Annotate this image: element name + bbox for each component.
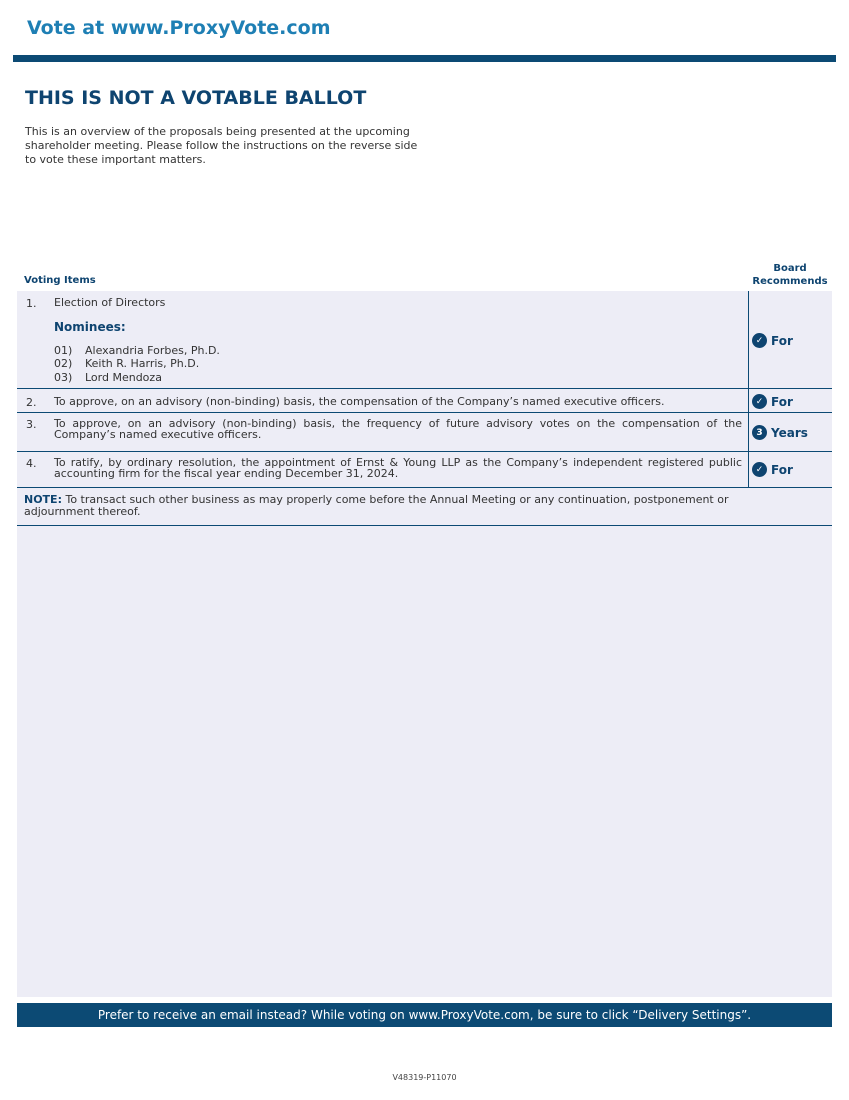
nominee-number: 02) xyxy=(54,357,73,370)
item-text: Election of Directors xyxy=(54,296,166,309)
nominee-1 xyxy=(54,345,220,356)
recommendation-3 xyxy=(752,425,808,440)
item-text: To ratify, by ordinary resolution, the appointment of Ernst & Young LLP as the Company’s independent registered public accounting firm for the fiscal year ending December 31, 2024. xyxy=(54,456,742,480)
nominee-number: 03) xyxy=(54,371,73,384)
row-divider xyxy=(17,451,832,452)
recommendation-label: For xyxy=(771,333,793,348)
nominee-3 xyxy=(54,372,162,383)
recommendation-1 xyxy=(752,333,793,348)
item-number: 2. xyxy=(26,396,37,409)
nominee-name: Lord Mendoza xyxy=(85,371,162,384)
voting-items-heading: Voting Items xyxy=(24,275,96,286)
item-number: 1. xyxy=(26,297,37,310)
recommendation-2 xyxy=(752,394,793,409)
note-label: NOTE: xyxy=(24,493,62,506)
intro-text: This is an overview of the proposals being presented at the upcoming shareholder meeting. Please follow the instructions on the reverse side to vote these important matters. xyxy=(25,125,418,166)
voting-item-4 xyxy=(17,457,748,485)
note-divider xyxy=(17,525,832,526)
row-divider xyxy=(17,412,832,413)
nominee-number: 01) xyxy=(54,344,73,357)
email-delivery-banner: Prefer to receive an email instead? While voting on www.ProxyVote.com, be sure to click “Delivery Settings”. xyxy=(17,1003,832,1027)
row-divider xyxy=(17,388,832,389)
item-text: To approve, on an advisory (non-binding) basis, the frequency of future advisory votes on the compensation of the Company’s named executive officers. xyxy=(54,417,742,441)
item-number: 4. xyxy=(26,457,37,470)
check-circle-icon: ✓ xyxy=(752,333,767,348)
voting-item-3 xyxy=(17,418,748,446)
check-circle-icon: ✓ xyxy=(752,462,767,477)
row-divider xyxy=(17,487,832,488)
board-heading-line2: Recommends xyxy=(752,276,828,287)
nominees-heading: Nominees: xyxy=(54,320,126,334)
recommendation-label: For xyxy=(771,462,793,477)
check-circle-icon: ✓ xyxy=(752,394,767,409)
voting-item-1 xyxy=(17,297,748,311)
number-circle-icon: 3 xyxy=(752,425,767,440)
item-text: To approve, on an advisory (non-binding) basis, the compensation of the Company’s named executive officers. xyxy=(54,395,665,408)
page-title: THIS IS NOT A VOTABLE BALLOT xyxy=(25,87,367,109)
note-text: To transact such other business as may properly come before the Annual Meeting or any continuation, postponement or adjournment thereof. xyxy=(24,493,729,518)
board-heading-line1: Board xyxy=(773,263,807,274)
note xyxy=(24,494,752,518)
header-rule xyxy=(13,55,836,62)
nominee-name: Alexandria Forbes, Ph.D. xyxy=(85,344,220,357)
document-code: V48319-P11070 xyxy=(392,1073,457,1082)
header-title: Vote at www.ProxyVote.com xyxy=(27,17,331,39)
recommendation-label: Years xyxy=(771,425,808,440)
board-recommends-heading xyxy=(748,262,832,288)
recommendation-label: For xyxy=(771,394,793,409)
item-number: 3. xyxy=(26,418,37,431)
nominee-2 xyxy=(54,358,199,369)
recommendation-4 xyxy=(752,462,793,477)
nominee-name: Keith R. Harris, Ph.D. xyxy=(85,357,200,370)
column-divider xyxy=(748,291,749,487)
voting-item-2 xyxy=(17,396,748,410)
